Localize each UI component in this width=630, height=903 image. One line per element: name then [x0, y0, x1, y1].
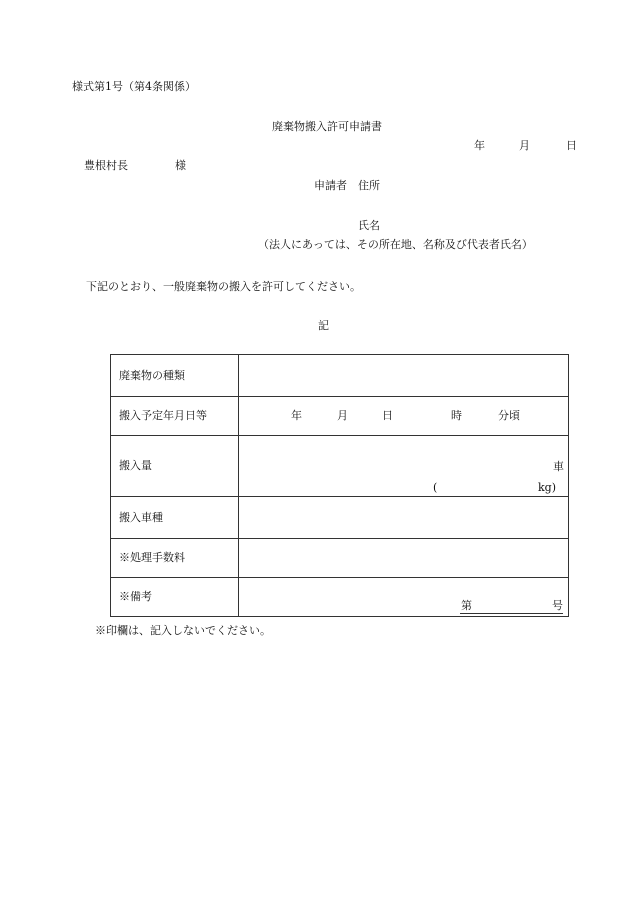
quantity-label: 搬入量	[119, 459, 152, 472]
schedule-hour-label: 時	[451, 409, 462, 422]
schedule-minute-label: 分頃	[498, 409, 520, 422]
fee-value-cell	[239, 539, 568, 577]
vehicle-type-value-cell	[239, 497, 568, 538]
table-row-schedule	[111, 397, 568, 436]
quantity-value-cell	[239, 436, 568, 496]
applicant-name-label: 氏名	[358, 219, 380, 232]
fee-label-cell	[111, 539, 239, 577]
request-text: 下記のとおり、一般廃棄物の搬入を許可してください。	[86, 280, 361, 293]
remarks-label-cell	[111, 578, 239, 616]
schedule-day-label: 日	[382, 409, 393, 422]
addressee-honorific: 様	[175, 159, 186, 172]
addressee-name: 豊根村長	[84, 159, 128, 172]
table-row-quantity	[111, 436, 568, 497]
schedule-month-label: 月	[337, 409, 348, 422]
vehicle-type-label: 搬入車種	[119, 510, 163, 524]
remarks-number-underline	[460, 613, 563, 614]
waste-type-label-cell	[111, 355, 239, 396]
applicant-address-label: 住所	[358, 179, 380, 192]
date-day-label: 日	[566, 139, 577, 152]
vehicle-type-label-cell	[111, 497, 239, 538]
applicant-label: 申請者	[314, 179, 347, 192]
remarks-number-prefix: 第	[461, 599, 472, 612]
document-title: 廃棄物搬入許可申請書	[272, 120, 382, 133]
applicant-note: （法人にあっては、その所在地、名称及び代表者氏名）	[258, 238, 533, 251]
fee-label: ※処理手数料	[119, 551, 185, 564]
schedule-value-cell	[239, 397, 568, 435]
quantity-label-cell	[111, 436, 239, 496]
table-row-waste-type	[111, 355, 568, 397]
ki-heading: 記	[318, 319, 329, 332]
table-row-vehicle-type	[111, 497, 568, 539]
form-number: 様式第1号（第4条関係）	[72, 80, 196, 93]
waste-type-value-cell	[239, 355, 568, 396]
quantity-kg-unit: kg)	[538, 481, 556, 494]
table-row-fee	[111, 539, 568, 578]
quantity-paren-open: (	[433, 481, 438, 494]
table-row-remarks	[111, 578, 568, 616]
schedule-label: 搬入予定年月日等	[119, 409, 207, 422]
quantity-vehicle-unit: 車	[553, 460, 564, 473]
footnote: ※印欄は、記入しないでください。	[95, 624, 271, 637]
application-table	[110, 354, 569, 617]
schedule-year-label: 年	[291, 409, 302, 422]
schedule-label-cell	[111, 397, 239, 435]
date-year-label: 年	[474, 139, 485, 152]
waste-type-label: 廃棄物の種類	[119, 368, 185, 382]
date-month-label: 月	[519, 139, 530, 152]
remarks-label: ※備考	[119, 590, 152, 603]
remarks-number-suffix: 号	[552, 599, 563, 612]
remarks-value-cell	[239, 578, 568, 616]
